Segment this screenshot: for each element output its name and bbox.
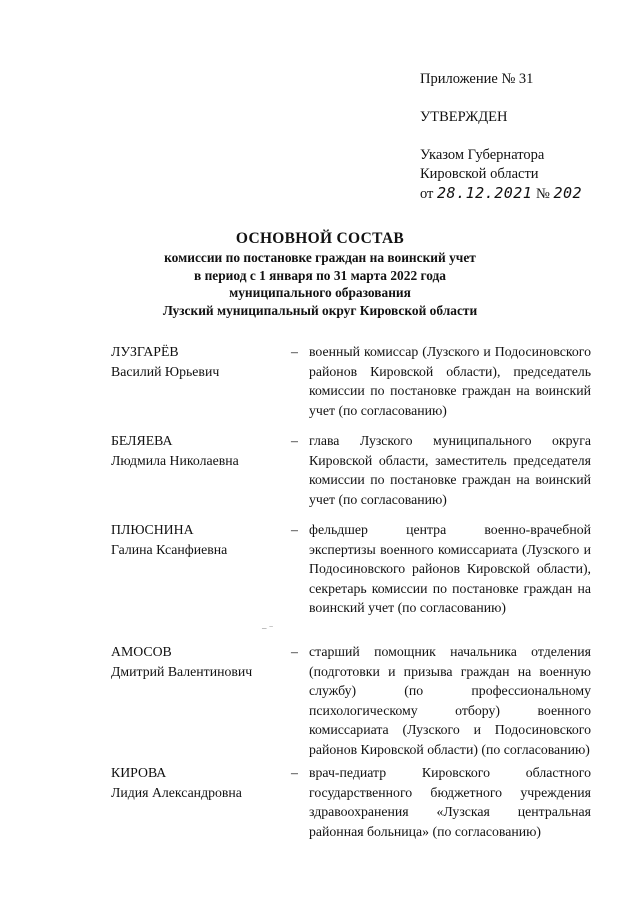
decree-date-line (420, 184, 620, 204)
member-dash: – (291, 765, 298, 780)
member-name (111, 431, 291, 470)
member-description: старший помощник начальника отделения (подготовки и призыва граждан на военную службу) (по профессиональному психологическому отбору) военного комиссариата (Лузского и Подосиновского районов Кировской области) (по согласованию) (309, 644, 591, 757)
member-dash: – (291, 433, 298, 448)
member-surname: КИРОВА (111, 765, 167, 780)
member-description: глава Лузского муниципального округа Кировской области, заместитель председателя комиссии по постановке граждан на воинский учет (по согласованию) (309, 433, 591, 507)
member-surname: АМОСОВ (111, 644, 172, 659)
member-given-names: Василий Юрьевич (111, 363, 220, 379)
member-dash: – (291, 344, 298, 359)
handwritten-date: 28.12.2021 (437, 184, 533, 202)
title-line-2: в период с 1 января по 31 марта 2022 года (193, 267, 447, 283)
member-given-names: Дмитрий Валентинович (111, 663, 253, 679)
number-prefix: № (535, 186, 550, 202)
decree-line-1: Указом Губернатора (420, 147, 545, 163)
title-line-4: Лузский муниципальный округ Кировской области (162, 302, 478, 318)
member-name (111, 763, 291, 802)
member-name (111, 642, 291, 681)
member-description: врач-педиатр Кировского областного государственного бюджетного учреждения здравоохранения «Лузская центральная районная больница» (по согласованию) (309, 765, 591, 839)
date-prefix: от (420, 186, 434, 202)
document-title: ОСНОВНОЙ СОСТАВ (235, 230, 405, 247)
member-given-names: Лидия Александровна (111, 784, 242, 800)
document-title-block (0, 229, 640, 319)
approved-stamp-text: УТВЕРЖДЕН (420, 109, 508, 125)
handwritten-number: 202 (553, 184, 583, 202)
title-line-1: комиссии по постановке граждан на воинский учет (164, 250, 476, 265)
scan-mark: – ⁻ (262, 623, 274, 633)
title-line-3: муниципального образования (229, 285, 411, 300)
member-given-names: Людмила Николаевна (111, 452, 239, 468)
member-dash: – (291, 644, 298, 659)
member-given-names: Галина Ксанфиевна (111, 541, 228, 557)
member-surname: ПЛЮСНИНА (111, 522, 194, 537)
member-surname: БЕЛЯЕВА (111, 433, 173, 448)
member-description: военный комиссар (Лузского и Подосиновского районов Кировской области), председатель комиссии по постановке граждан на воинский учет (по согласованию) (309, 344, 591, 418)
member-dash: – (291, 522, 298, 537)
decree-line-2: Кировской области (420, 166, 539, 182)
member-surname: ЛУЗГАРЁВ (111, 344, 179, 359)
appendix-number: Приложение № 31 (420, 71, 534, 87)
member-name (111, 520, 291, 559)
member-name (111, 342, 291, 381)
approval-block (420, 70, 620, 204)
member-description: фельдшер центра военно-врачебной экспертизы военного комиссариата (Лузского и Подосиновского районов Кировской области), секретарь комиссии по постановке граждан на воинский учет (по согласованию) (309, 522, 591, 615)
